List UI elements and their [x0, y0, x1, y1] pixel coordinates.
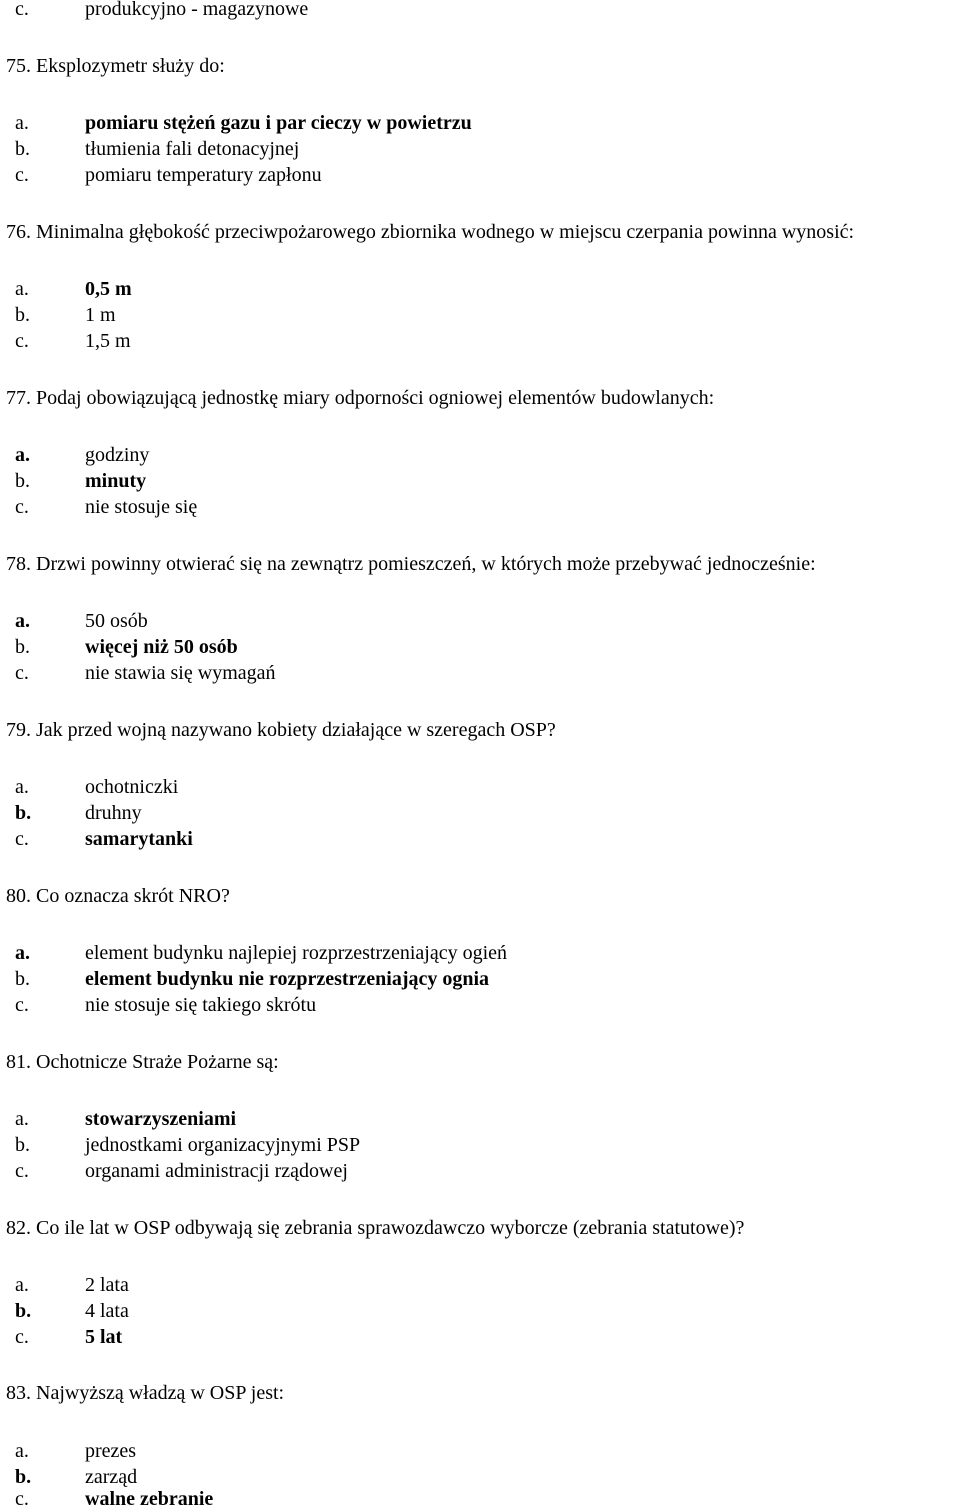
- option-letter: a.: [15, 610, 30, 632]
- option-text: nie stosuje się takiego skrótu: [85, 994, 317, 1016]
- option-letter: c.: [15, 1488, 29, 1510]
- option-letter: c.: [15, 828, 29, 850]
- question-80-option-c: [15, 993, 316, 1017]
- option-text: druhny: [85, 802, 142, 824]
- question-83-option-a: [15, 1439, 136, 1463]
- option-letter: a.: [15, 942, 30, 964]
- option-letter: a.: [15, 444, 30, 466]
- question-79-option-c: [15, 827, 193, 851]
- option-text: tłumienia fali detonacyjnej: [85, 138, 300, 160]
- question-81-option-c: [15, 1159, 348, 1183]
- question-83-option-c: [15, 1487, 213, 1511]
- question-79-option-b: [15, 801, 142, 825]
- question-82-title: 82. Co ile lat w OSP odbywają się zebrania sprawozdawczo wyborcze (zebrania statutowe)?: [6, 1217, 745, 1239]
- option-text: 1 m: [85, 304, 116, 326]
- question-80-option-b: [15, 967, 489, 991]
- option-letter: b.: [15, 968, 30, 990]
- question-77-option-a: [15, 443, 149, 467]
- question-82-option-c: [15, 1325, 122, 1349]
- question-75-title: 75. Eksplozymetr służy do:: [6, 55, 225, 77]
- option-text: produkcyjno - magazynowe: [85, 0, 309, 20]
- option-letter: b.: [15, 1300, 32, 1322]
- option-text: nie stosuje się: [85, 496, 198, 518]
- option-letter: b.: [15, 1134, 30, 1156]
- option-letter: a.: [15, 1440, 29, 1462]
- question-80-title: 80. Co oznacza skrót NRO?: [6, 885, 230, 907]
- option-text: więcej niż 50 osób: [85, 636, 238, 658]
- question-83-title: 83. Najwyższą władzą w OSP jest:: [6, 1382, 285, 1404]
- question-82-option-a: [15, 1273, 129, 1297]
- option-text: walne zebranie: [85, 1488, 214, 1510]
- question-76-option-a: [15, 277, 132, 301]
- option-text: ochotniczki: [85, 776, 179, 798]
- option-letter: c.: [15, 0, 29, 20]
- option-letter: a.: [15, 1108, 29, 1130]
- question-81-option-b: [15, 1133, 360, 1157]
- option-text: pomiaru temperatury zapłonu: [85, 164, 322, 186]
- question-78-option-b: [15, 635, 238, 659]
- question-80-option-a: [15, 941, 507, 965]
- question-75-option-c: [15, 163, 322, 187]
- question-81-option-a: [15, 1107, 236, 1131]
- question-77-option-c: [15, 495, 197, 519]
- question-79-option-a: [15, 775, 178, 799]
- option-text: element budynku najlepiej rozprzestrzeniający ogień: [85, 942, 508, 964]
- option-letter: a.: [15, 278, 29, 300]
- question-76-option-c: [15, 329, 131, 353]
- option-letter: a.: [15, 776, 29, 798]
- option-c: [15, 0, 308, 21]
- option-text: 4 lata: [85, 1300, 129, 1322]
- question-82-option-b: [15, 1299, 129, 1323]
- option-text: 2 lata: [85, 1274, 129, 1296]
- question-76-title: 76. Minimalna głębokość przeciwpożarowego zbiornika wodnego w miejscu czerpania powinna wynosić:: [6, 221, 855, 243]
- question-77-option-b: [15, 469, 146, 493]
- option-letter: c.: [15, 994, 29, 1016]
- option-text: prezes: [85, 1440, 137, 1462]
- option-text: jednostkami organizacyjnymi PSP: [85, 1134, 361, 1156]
- option-text: organami administracji rządowej: [85, 1160, 348, 1182]
- question-77-title: 77. Podaj obowiązującą jednostkę miary odporności ogniowej elementów budowlanych:: [6, 387, 715, 409]
- option-letter: b.: [15, 470, 30, 492]
- question-78-option-c: [15, 661, 276, 685]
- question-81-title: 81. Ochotnicze Straże Pożarne są:: [6, 1051, 279, 1073]
- option-text: godziny: [85, 444, 150, 466]
- option-text: 1,5 m: [85, 330, 131, 352]
- option-letter: b.: [15, 1466, 32, 1488]
- option-letter: c.: [15, 1160, 29, 1182]
- option-text: 0,5 m: [85, 278, 132, 300]
- option-text: stowarzyszeniami: [85, 1108, 237, 1130]
- option-text: pomiaru stężeń gazu i par cieczy w powietrzu: [85, 112, 472, 134]
- question-78-option-a: [15, 609, 148, 633]
- option-letter: b.: [15, 802, 32, 824]
- option-letter: c.: [15, 164, 29, 186]
- option-letter: c.: [15, 330, 29, 352]
- question-76-option-b: [15, 303, 116, 327]
- option-text: samarytanki: [85, 828, 193, 850]
- option-letter: a.: [15, 1274, 29, 1296]
- option-letter: c.: [15, 662, 29, 684]
- option-letter: a.: [15, 112, 29, 134]
- option-letter: b.: [15, 138, 30, 160]
- option-text: element budynku nie rozprzestrzeniający ognia: [85, 968, 490, 990]
- option-letter: b.: [15, 636, 30, 658]
- option-letter: b.: [15, 304, 30, 326]
- option-text: minuty: [85, 470, 147, 492]
- option-letter: c.: [15, 496, 29, 518]
- option-text: 5 lat: [85, 1326, 123, 1348]
- question-75-option-b: [15, 137, 299, 161]
- option-letter: c.: [15, 1326, 29, 1348]
- option-text: nie stawia się wymagań: [85, 662, 276, 684]
- question-75-option-a: [15, 111, 472, 135]
- question-78-title: 78. Drzwi powinny otwierać się na zewnątrz pomieszczeń, w których może przebywać jednocześnie:: [6, 553, 816, 575]
- question-83-option-b: [15, 1465, 137, 1489]
- option-text: zarząd: [85, 1466, 138, 1488]
- option-text: 50 osób: [85, 610, 148, 632]
- question-79-title: 79. Jak przed wojną nazywano kobiety działające w szeregach OSP?: [6, 719, 556, 741]
